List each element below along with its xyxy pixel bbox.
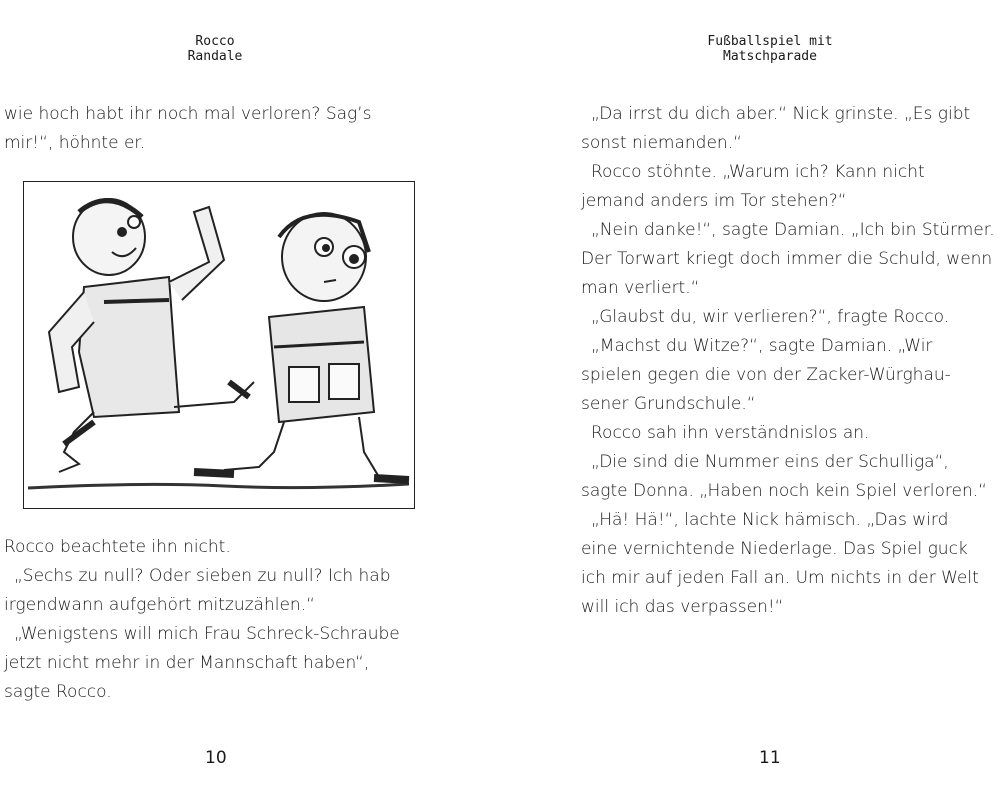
text-line: jetzt nicht mehr in der Mannschaft haben“, xyxy=(4,653,370,673)
illustration-two-boys-playing-football xyxy=(23,181,415,509)
text-line: sonst niemanden.“ xyxy=(581,133,742,153)
illustration-drawing xyxy=(24,182,413,507)
left-page xyxy=(0,0,430,800)
text-line: sagte Donna. „Haben noch kein Spiel verloren.“ xyxy=(581,481,987,501)
text-line: „Wenigstens will mich Frau Schreck-Schraube xyxy=(14,624,400,644)
text-line: Rocco stöhnte. „Warum ich? Kann nicht xyxy=(591,162,925,182)
text-line: will ich das verpassen!“ xyxy=(581,597,784,617)
page-number-right: 11 xyxy=(759,748,781,768)
text-line: spielen gegen die von der Zacker-Würghau- xyxy=(581,365,951,385)
text-line: Rocco sah ihn verständnislos an. xyxy=(591,423,870,443)
text-line: sagte Rocco. xyxy=(4,682,112,702)
left-running-header xyxy=(150,34,280,64)
text-line: eine vernichtende Niederlage. Das Spiel guck xyxy=(581,539,968,559)
text-line: „Machst du Witze?“, sagte Damian. „Wir xyxy=(591,336,933,356)
text-line: mir!“, höhnte er. xyxy=(4,133,146,153)
text-line: irgendwann aufgehört mitzuzählen.“ xyxy=(4,595,315,615)
right-header-line2: Matschparade xyxy=(723,49,817,64)
right-page xyxy=(560,0,1000,800)
right-text xyxy=(581,100,1000,622)
left-header-line1: Rocco xyxy=(195,34,235,49)
page-number-left: 10 xyxy=(205,748,227,768)
text-line: „Die sind die Nummer eins der Schulliga“, xyxy=(591,452,949,472)
text-line: sener Grundschule.“ xyxy=(581,394,756,414)
right-running-header xyxy=(670,34,870,64)
text-line: „Nein danke!“, sagte Damian. „Ich bin Stürmer. xyxy=(591,220,995,240)
text-line: man verliert.“ xyxy=(581,278,700,298)
text-line: „Hä! Hä!“, lachte Nick hämisch. „Das wird xyxy=(591,510,949,530)
right-header-line1: Fußballspiel mit xyxy=(707,34,833,49)
text-line: wie hoch habt ihr noch mal verloren? Sag’s xyxy=(4,104,372,124)
text-line: „Da irrst du dich aber.“ Nick grinste. „Es gibt xyxy=(591,104,971,124)
left-text-top xyxy=(4,100,414,158)
text-line: Rocco beachtete ihn nicht. xyxy=(4,537,231,557)
text-line: jemand anders im Tor stehen?“ xyxy=(581,191,847,211)
text-line: Der Torwart kriegt doch immer die Schuld, wenn xyxy=(581,249,993,269)
text-line: ich mir auf jeden Fall an. Um nichts in der Welt xyxy=(581,568,979,588)
left-text-bottom xyxy=(4,533,424,707)
text-line: „Glaubst du, wir verlieren?“, fragte Rocco. xyxy=(591,307,950,327)
left-header-line2: Randale xyxy=(187,49,243,64)
text-line: „Sechs zu null? Oder sieben zu null? Ich hab xyxy=(14,566,391,586)
